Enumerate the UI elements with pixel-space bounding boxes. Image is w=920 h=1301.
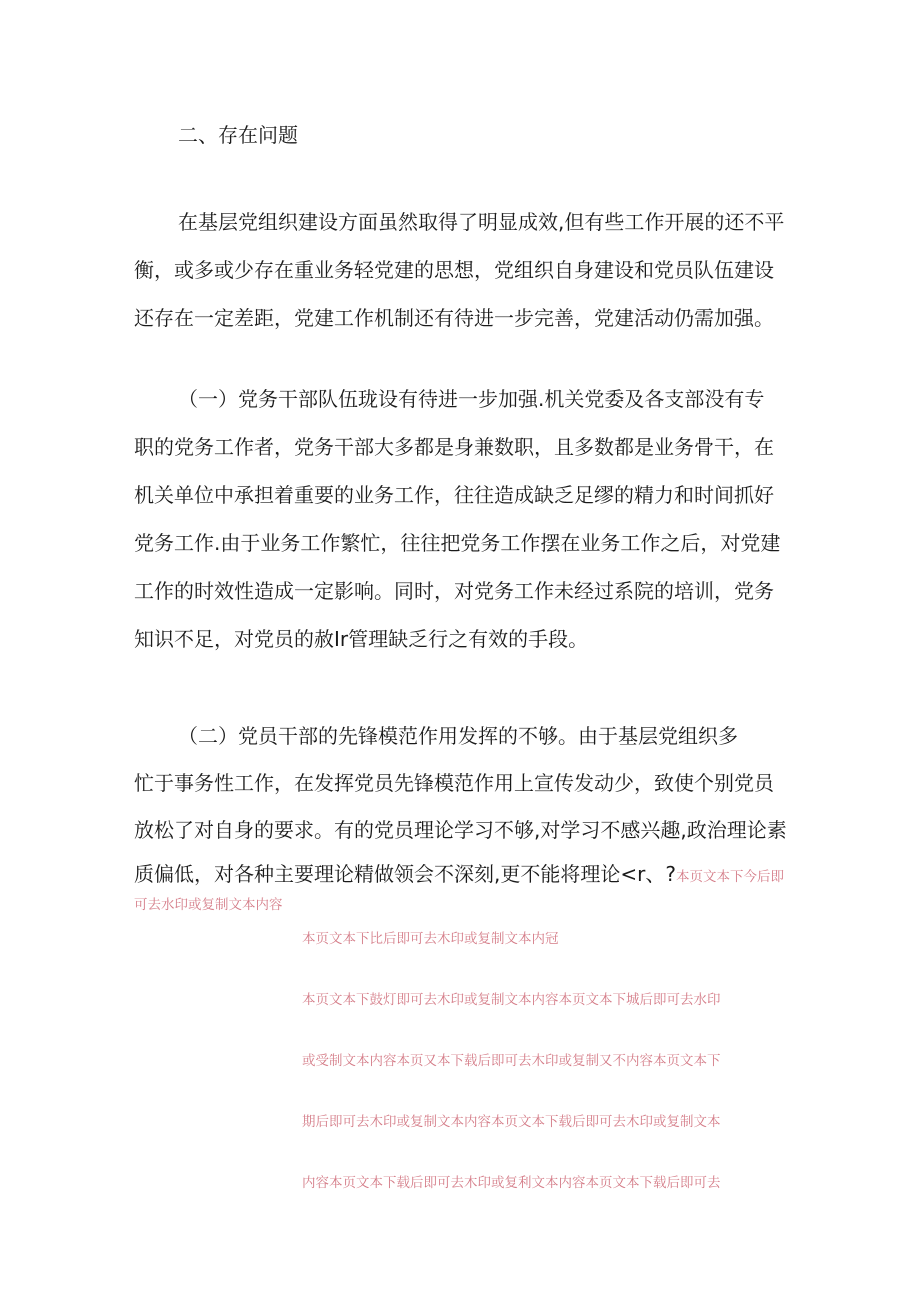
watermark-block: [302, 919, 792, 1224]
paragraph-line: 放松了对自身的要求。有的党员理论学习不够,对学习不感兴趣,政治理论素: [134, 818, 787, 842]
paragraph-line-text: 质偏低，对各种主要理论精做领会不深刻,更不能将理论<r、?: [134, 862, 676, 886]
watermark-line: 内容本页文本下载后即可去木印或复利文本内容本页文本下载后即可去: [302, 1175, 721, 1191]
paragraph-line: 还存在一定差距，党建工作机制还有待进一步完善，党建活动仍需加强。: [134, 306, 774, 330]
paragraph-item-two: [134, 712, 786, 916]
paragraph-line: 衡，或多或少存在重业务轻党建的思想，党组织自身建设和党员队伍建设: [134, 258, 774, 282]
paragraph-item-one: [134, 375, 786, 663]
watermark-line: 期后即可去木印或复制文本内容本页文本下载后即可去木印或复制文本: [302, 1114, 721, 1130]
paragraph-intro: [134, 198, 786, 342]
paragraph-line: 忙于事务性工作，在发挥党员先锋模范作用上宣传发动少，致使个别党员: [134, 771, 774, 795]
paragraph-line: 在基层党组织建设方面虽然取得了明显成效,但有些工作开展的还不平: [178, 210, 785, 234]
watermark-line: 本页文本下比后即可去木印或复制文本内冠: [302, 931, 559, 947]
paragraph-line: 工作的时效性造成一定影响。同时，对党务工作未经过系院的培训，党务: [134, 579, 774, 603]
paragraph-line: 知识不足，对党员的赦Ir管理缺乏行之有效的手段。: [134, 627, 589, 651]
paragraph-line-with-watermark: [134, 854, 786, 894]
paragraph-line: 党务工作.由于业务工作繁忙，往往把党务工作摆在业务工作之后，对党建: [134, 531, 781, 555]
section-heading: 二、存在问题: [178, 123, 298, 147]
paragraph-line: （一）党务干部队伍珑设有待进一步加强.机关党委及各支部没有专: [178, 387, 765, 411]
watermark-line: 本页文本下鼓灯即可去木印或复制文本内容本页文本下城后即可去水印: [302, 992, 721, 1008]
paragraph-line: 职的党务工作者，党务干部大多都是身兼数职，且多数都是业务骨干，在: [134, 435, 774, 459]
paragraph-line: 机关单位中承担着重要的业务工作，往往造成缺乏足缪的精力和时间抓好: [134, 483, 774, 507]
watermark-inline-text: 本页文本下今后即: [675, 869, 784, 885]
watermark-tail-text: 可去水印或复制文本内容: [134, 897, 283, 913]
paragraph-line: （二）党员干部的先锋模范作用发挥的不够。由于基层党组织多: [178, 724, 738, 748]
watermark-line: 或受制文本内容本页又本下载后即可去木印或复制又不内容本页文本下: [302, 1053, 721, 1069]
